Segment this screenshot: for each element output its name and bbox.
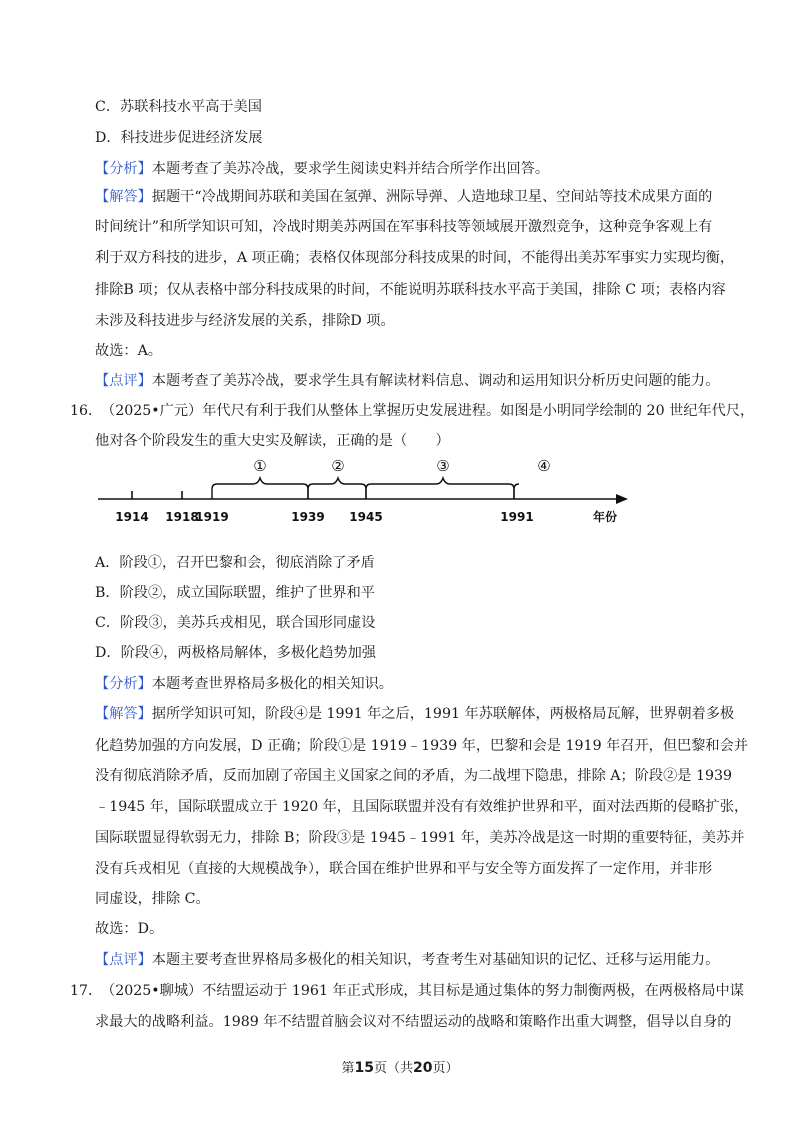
year-label: 1939 xyxy=(291,510,325,524)
answer-line: 没有彻底消除矛盾，反而加剧了帝国主义国家之间的矛盾，为二战埋下隐患，排除 A；阶段②是 1939 xyxy=(95,768,733,784)
answer-line: 时间统计”和所学知识可知，冷战时期美苏两国在军事科技等领域展开激烈竞争，这种竞争客观上有 xyxy=(95,219,713,235)
comment-paragraph xyxy=(0,950,800,970)
stage-brace-2 xyxy=(308,478,366,499)
choice-line: 故选：A。 xyxy=(95,343,162,359)
analysis-text: 本题考查了美苏冷战，要求学生阅读史料并结合所学作出回答。 xyxy=(151,161,550,177)
answer-line: ﹣1945 年，国际联盟成立于 1920 年，且国际联盟并没有有效维护世界和平，面对法西斯的侵略扩张， xyxy=(95,799,749,815)
stage-label: ① xyxy=(253,457,267,475)
year-label: 1919 xyxy=(195,510,229,524)
answer-line: 同虚设，排除 C。 xyxy=(95,891,210,907)
page-footer: 第15页（共20页） xyxy=(341,1060,459,1076)
option-b: B．阶段②，成立国际联盟，维护了世界和平 xyxy=(95,585,375,601)
comment-tag: 【点评】 xyxy=(95,373,152,389)
stage-brace-4-tick xyxy=(514,484,519,499)
stage-brace-3 xyxy=(366,478,514,499)
answer-line: 利于双方科技的进步，A 项正确；表格仅体现部分科技成果的时间，不能得出美苏军事实力实现均衡， xyxy=(95,250,735,266)
question-17-stem-line2: 求最大的战略利益。1989 年不结盟首脑会议对不结盟运动的战略和策略作出重大调整，倡导以自身的 xyxy=(95,1014,732,1030)
answer-line: 国际联盟显得软弱无力，排除 B；阶段③是 1945﹣1991 年，美苏冷战是这一时期的重要特征，美苏并 xyxy=(95,830,745,846)
answer-line: 未涉及科技进步与经济发展的关系，排除D 项。 xyxy=(95,313,395,329)
analysis-paragraph xyxy=(0,159,800,179)
stage-label: ② xyxy=(331,457,345,475)
answer-line: 【解答】据所学知识可知，阶段④是 1991 年之后，1991 年苏联解体，两极格局瓦解，世界朝着多极 xyxy=(95,706,735,722)
axis-label: 年份 xyxy=(592,510,618,524)
year-label: 1991 xyxy=(500,510,534,524)
page-number: 15 xyxy=(354,1060,374,1076)
year-label: 1918 xyxy=(165,510,199,524)
comment-text: 本题主要考查世界格局多极化的相关知识，考查考生对基础知识的记忆、迁移与运用能力。 xyxy=(151,952,720,968)
answer-line: 【解答】据题干“冷战期间苏联和美国在氢弹、洲际导弹、人造地球卫星、空间站等技术成果方面的 xyxy=(95,189,713,205)
option-d: D．阶段④，两极格局解体，多极化趋势加强 xyxy=(95,645,376,661)
answer-line: 排除B 项；仅从表格中部分科技成果的时间，不能说明苏联科技水平高于美国，排除 C 项；表格内容 xyxy=(95,282,726,298)
analysis-paragraph xyxy=(0,674,800,694)
question-number: 17． xyxy=(70,983,103,999)
question-16-stem-line2: 他对各个阶段发生的重大史实及解读，正确的是（ ） xyxy=(95,433,450,449)
option-a: A．阶段①，召开巴黎和会，彻底消除了矛盾 xyxy=(95,555,375,571)
year-label: 1945 xyxy=(349,510,383,524)
analysis-tag: 【分析】 xyxy=(95,676,152,692)
timeline-figure xyxy=(90,455,635,530)
stage-label: ④ xyxy=(537,457,551,475)
option-d: D．科技进步促进经济发展 xyxy=(95,130,263,146)
page-total: 20 xyxy=(413,1060,433,1076)
answer-line: 化趋势加强的方向发展，D 正确；阶段①是 1919﹣1939 年，巴黎和会是 1919 年召开，但巴黎和会并 xyxy=(95,738,748,754)
answer-line: 没有兵戎相见（直接的大规模战争），联合国在维护世界和平与安全等方面发挥了一定作用，并非形 xyxy=(95,861,713,877)
stage-brace-1 xyxy=(212,478,308,499)
answer-tag: 【解答】 xyxy=(95,706,152,722)
comment-tag: 【点评】 xyxy=(95,952,152,968)
analysis-tag: 【分析】 xyxy=(95,161,152,177)
arrow-head xyxy=(616,494,628,504)
answer-tag: 【解答】 xyxy=(95,189,152,205)
analysis-text: 本题考查世界格局多极化的相关知识。 xyxy=(151,676,393,692)
option-c: C．苏联科技水平高于美国 xyxy=(95,99,262,115)
choice-line: 故选：D。 xyxy=(95,921,164,937)
comment-paragraph xyxy=(0,371,800,391)
comment-text: 本题考查了美苏冷战，要求学生具有解读材料信息、调动和运用知识分析历史问题的能力。 xyxy=(151,373,720,389)
option-c: C．阶段③，美苏兵戎相见，联合国形同虚设 xyxy=(95,615,376,631)
year-label: 1914 xyxy=(115,510,149,524)
question-number: 16． xyxy=(70,403,103,419)
stage-label: ③ xyxy=(436,457,450,475)
